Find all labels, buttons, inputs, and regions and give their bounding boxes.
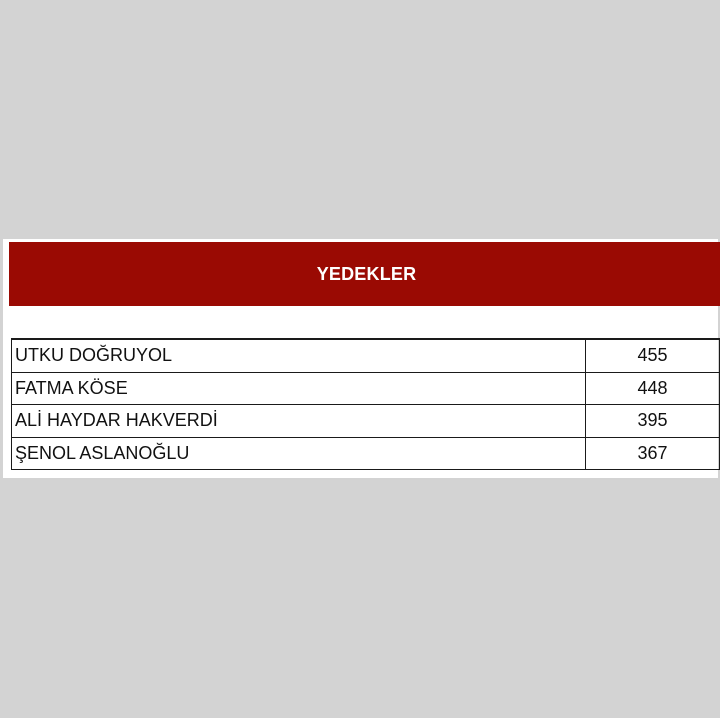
table-row: [12, 405, 720, 438]
candidate-name: ŞENOL ASLANOĞLU: [12, 437, 586, 470]
substitutes-table: [11, 338, 720, 470]
table-row: [12, 437, 720, 470]
table-row: [12, 339, 720, 372]
candidate-score: 395: [586, 405, 720, 438]
section-header: [9, 242, 720, 306]
candidate-score: 448: [586, 372, 720, 405]
substitutes-card: [3, 239, 718, 478]
candidate-name: ALİ HAYDAR HAKVERDİ: [12, 405, 586, 438]
candidate-score: 367: [586, 437, 720, 470]
candidate-name: FATMA KÖSE: [12, 372, 586, 405]
candidate-score: 455: [586, 339, 720, 372]
table-row: [12, 372, 720, 405]
section-title: YEDEKLER: [316, 263, 417, 284]
candidate-name: UTKU DOĞRUYOL: [12, 339, 586, 372]
